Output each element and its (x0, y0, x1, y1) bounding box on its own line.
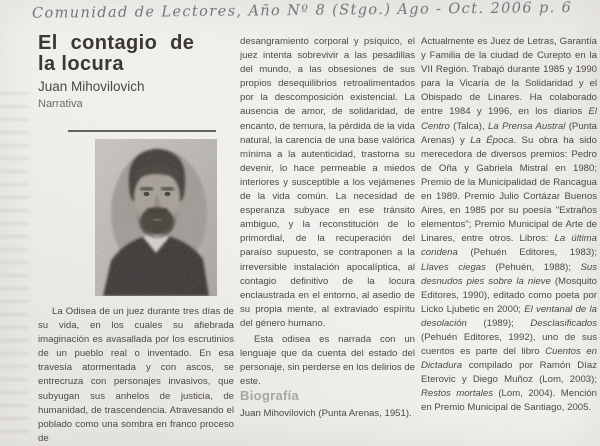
review-paragraph-middle-2: Esta odisea es narrada con un lenguaje que da cuenta del estado del personaje, sin perderse en los delirios de este. (240, 333, 415, 388)
genre-label: Narrativa (38, 98, 83, 110)
review-column-left (38, 305, 234, 446)
review-paragraph-middle-1: desangramiento corporal y psíquico, el juez intenta sobrevivir a las pesadillas del mundo, a las obsesiones de sus propios desequilibrios retroalimentados por la descomposición existencial. La ausencia de amor, de solidaridad, de encanto, de ternura, la pérdida de la vida natural, la carencia de una base valórica mínima a la autenticidad, trastorna su devenir, lo hace permeable a miedos interiores y susceptible a los vejámenes de la vida común. La necesidad de esperanza subyace en ese tránsito ambiguo, y la reconstitución de lo primordial, de la recuperación del paraíso supuesto, se contraponen a la irreversible instalación apocalíptica, al contagio definitivo de la locura enclaustrada en el entorno, al asedio de su propia mente, al extraviado espíritu del género humano. (240, 36, 415, 329)
biography-intro-line: Juan Mihovilovich (Punta Arenas, 1951). (240, 408, 412, 419)
biography-heading: Biografía (240, 388, 300, 403)
handwritten-annotation: Comunidad de Lectores, Año Nº 8 (Stgo.) Ago - Oct. 2006 p. 6 (31, 0, 573, 22)
portrait-illustration (95, 139, 217, 296)
biography-paragraph: Actualmente es Juez de Letras, Garantía y Familia de la ciudad de Curepto en la VII Región. Trabajó durante 1985 y 1990 para la Vicaría de la Solidaridad y el Obispado de Linares. Ha colaborado entre 1984 y 1996, en los diarios El Centro (Talca), La Prensa Austral (Punta Arenas) y La Época. Su obra ha sido merecedora de diversos premios: Pedro de Oña y Gabriela Mistral en 1980; Premio de la Municipalidad de Rancagua en 1989. Premio Julio Cortázar Buenos Aires, en 1985 por su poesía "Extraños elementos"; Premio Municipal de Arte de Linares, entre otros. Libros: La última condena (Pehuén Editores, 1983); Llaves ciegas (Pehuén, 1988); Sus desnudos pies sobre la nieve (Mosquito Editores, 1990), editado como poeta por Licko Ljubetic en 2000; El ventanal de la desolación (1989); Desclasificados (Pehuén Editores, 1992), uno de sus cuentos es parte del libro Cuentos en Dictadura compilado por Ramón Díaz Eterovic y Diego Muñoz (Lom, 2003); Restos mortales (Lom, 2004). Mención en Premio Municipal de Santiago, 2005. (421, 36, 598, 414)
article-title-line2: la locura (38, 53, 124, 75)
review-column-middle (240, 35, 415, 389)
article-title (38, 33, 234, 75)
biography-column-right (421, 35, 597, 416)
author-name: Juan Mihovilovich (38, 79, 145, 94)
article-title-line1: El contagio de (38, 32, 195, 54)
divider-rule (68, 130, 216, 132)
review-paragraph-left: La Odisea de un juez durante tres días de su vida, en los cuales su afiebrada imaginación es avasallada por los escrutinios de un pueblo real o inventado. En esa travesía atormentada y con ascos, se entrecruza con personajes invasivos, que subyugan sus anhelos de justicia, de humanidad, de trascendencia. Atravesando el poblado como una sombra en franco proceso de (38, 306, 234, 444)
author-portrait-photo (95, 139, 217, 296)
page-bleed-through (1, 92, 29, 440)
